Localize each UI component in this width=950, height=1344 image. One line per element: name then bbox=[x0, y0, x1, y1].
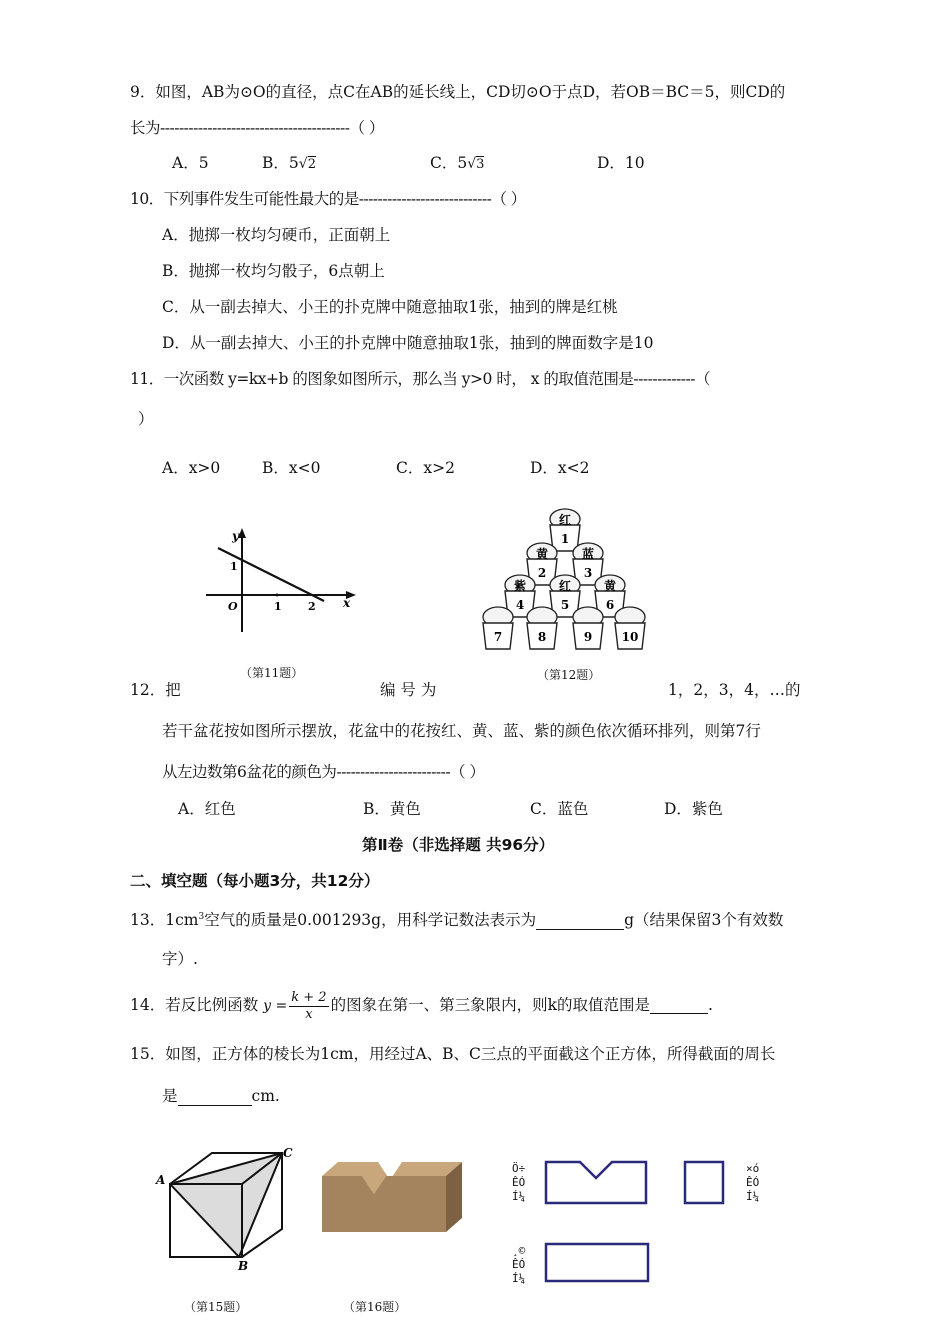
q9-option-b-text: B．5 bbox=[262, 154, 299, 172]
q14-denominator: x bbox=[305, 1006, 313, 1022]
label-b: B bbox=[238, 1259, 249, 1273]
q12-option-d: D．紫色 bbox=[664, 800, 723, 818]
q14-end: . bbox=[707, 996, 713, 1014]
q10-option-a: A．抛掷一枚均匀硬币，正面朝上 bbox=[162, 226, 391, 244]
q10-stem: 10．下列事件发生可能性最大的是----------------------------（ ） bbox=[130, 190, 526, 208]
q11-option-d: D．x<2 bbox=[530, 459, 590, 477]
pot-number: 8 bbox=[537, 630, 547, 644]
pot-group bbox=[483, 509, 645, 649]
q15-answer-blank[interactable] bbox=[178, 1089, 252, 1106]
q9-option-c-radicand: 3 bbox=[476, 157, 485, 172]
q10-option-c: C．从一副去掉大、小王的扑克牌中随意抽取1张，抽到的牌是红桃 bbox=[162, 298, 618, 316]
section-2-title: 第Ⅱ卷（非选择题 共96分） bbox=[362, 836, 555, 854]
q11-stem-close: ） bbox=[138, 410, 154, 428]
q14-numerator: k + 2 bbox=[291, 989, 327, 1005]
q16-caption: （第16题） bbox=[343, 1300, 407, 1314]
q12-option-a: A．红色 bbox=[178, 800, 236, 818]
q14-pre: 14．若反比例函数 bbox=[130, 996, 259, 1014]
flower-color-label: 红 bbox=[558, 513, 572, 527]
flower-pot bbox=[527, 607, 557, 649]
q15-cube-figure bbox=[150, 1142, 300, 1272]
pot-number: 2 bbox=[537, 566, 547, 580]
q9-option-c-text: C．5 bbox=[430, 154, 468, 172]
y-tick-1: 1 bbox=[230, 560, 238, 573]
pot-number: 9 bbox=[583, 630, 593, 644]
q15-post: cm. bbox=[251, 1087, 280, 1105]
q12-stem-line3: 从左边数第6盆花的颜色为------------------------（ ） bbox=[162, 763, 485, 781]
q15-stem: 15．如图，正方体的棱长为1cm，用经过A、B、C三点的平面截这个正方体，所得截面的周长 bbox=[130, 1045, 776, 1063]
part-2-title: 二、填空题（每小题3分，共12分） bbox=[130, 872, 380, 890]
q15-caption: （第15题） bbox=[184, 1300, 248, 1314]
flower-pot bbox=[483, 607, 513, 649]
q13-mid: 空气的质量是0.001293g，用科学记数法表示为 bbox=[204, 911, 537, 930]
q16-left-view bbox=[683, 1160, 725, 1206]
q12-option-c: C．蓝色 bbox=[530, 800, 589, 818]
front-view-outline bbox=[546, 1162, 646, 1203]
pot-number: 3 bbox=[583, 566, 593, 580]
q9-option-d: D．10 bbox=[597, 154, 645, 172]
flower-pot bbox=[573, 607, 603, 649]
q13-stem-line2: 字）. bbox=[162, 950, 198, 968]
q11-linear-graph bbox=[200, 522, 370, 642]
tick-point-1 bbox=[276, 594, 279, 597]
flower-color-label: 黄 bbox=[535, 547, 549, 561]
flower-pot bbox=[615, 607, 645, 649]
q9-stem: 9．如图，AB为⊙O的直径，点C在AB的延长线上，CD切⊙O于点D，若OB＝BC＝5，则CD的 bbox=[130, 83, 786, 101]
q11-option-b: B．x<0 bbox=[262, 459, 321, 477]
y-axis-arrow-icon bbox=[238, 528, 246, 538]
flower-color-label: 蓝 bbox=[581, 547, 595, 561]
q9-option-c bbox=[430, 153, 484, 175]
x-axis-label: x bbox=[343, 596, 351, 610]
flower-pot bbox=[550, 509, 580, 551]
x-tick-1: 1 bbox=[274, 600, 282, 613]
flower-color-label: 紫 bbox=[513, 579, 527, 593]
q10-option-d: D．从一副去掉大、小王的扑克牌中随意抽取1张，抽到的牌面数字是10 bbox=[162, 334, 654, 352]
q9-option-b-radicand: 2 bbox=[307, 157, 316, 172]
function-line bbox=[218, 548, 324, 601]
q12-stem-c: 1，2，3，4，…的 bbox=[668, 681, 801, 699]
q13-sup: 3 bbox=[198, 912, 205, 922]
top-view-outline bbox=[546, 1244, 648, 1281]
pot-number: 6 bbox=[605, 598, 615, 612]
q14-post: 的图象在第一、第三象限内，则k的取值范围是 bbox=[330, 996, 650, 1014]
q9-stem-line2: 长为----------------------------------------（ ） bbox=[130, 119, 384, 137]
q11-stem: 11．一次函数 y=kx+b 的图象如图所示，那么当 y>0 时， x 的取值范围是-------------（ bbox=[130, 370, 711, 388]
q14-y: y = bbox=[263, 998, 288, 1014]
q13-post: g（结果保留3个有效数 bbox=[624, 911, 784, 930]
left-view-outline bbox=[685, 1162, 723, 1203]
q16-front-view bbox=[544, 1160, 650, 1206]
q11-caption: （第11题） bbox=[240, 666, 304, 680]
pot-number: 7 bbox=[493, 630, 503, 644]
pot-number: 4 bbox=[515, 598, 525, 612]
q12-stem-line2: 若干盆花按如图所示摆放，花盆中的花按红、黄、蓝、紫的颜色依次循环排列，则第7行 bbox=[162, 722, 761, 740]
label-a: A bbox=[156, 1173, 166, 1187]
q16-left-view-label: ×ó ÊÓ Í¼ bbox=[746, 1162, 760, 1203]
q13-answer-blank[interactable] bbox=[536, 913, 624, 930]
flower-color-label: 黄 bbox=[603, 579, 617, 593]
x-tick-2: 2 bbox=[308, 600, 316, 613]
q13-stem bbox=[130, 907, 783, 930]
sqrt-icon: √ bbox=[467, 156, 477, 172]
q12-stem-a: 12．把 bbox=[130, 681, 181, 699]
q12-stem-b: 编 号 为 bbox=[380, 681, 437, 699]
q16-top-view-label: ¸© ÊÓ Í¼ bbox=[512, 1244, 526, 1285]
q16-solid-figure bbox=[318, 1158, 468, 1238]
pot-number: 5 bbox=[560, 598, 570, 612]
flower-color-label: 红 bbox=[558, 579, 572, 593]
pot-number: 10 bbox=[621, 630, 639, 644]
q14-fraction bbox=[289, 990, 328, 1023]
pot-number: 1 bbox=[560, 532, 570, 546]
q16-front-view-label: Ö÷ ÊÓ Í¼ bbox=[512, 1162, 526, 1203]
origin-label: O bbox=[228, 600, 238, 613]
q15-pre: 是 bbox=[162, 1087, 178, 1105]
label-c: C bbox=[283, 1146, 293, 1160]
q12-caption: （第12题） bbox=[537, 668, 601, 682]
q9-option-b bbox=[262, 153, 316, 175]
q12-flower-pots-figure bbox=[480, 505, 650, 660]
solid-front-face bbox=[322, 1176, 446, 1232]
q14-stem bbox=[130, 982, 713, 1028]
q9-option-a: A．5 bbox=[172, 154, 209, 172]
q13-pre: 13．1cm bbox=[130, 911, 199, 930]
q12-option-b: B．黄色 bbox=[363, 800, 421, 818]
q14-answer-blank[interactable] bbox=[650, 999, 708, 1014]
sqrt-icon: √ bbox=[298, 156, 308, 172]
q10-option-b: B．抛掷一枚均匀骰子，6点朝上 bbox=[162, 262, 385, 280]
q11-option-c: C．x>2 bbox=[396, 459, 455, 477]
q16-top-view bbox=[544, 1242, 650, 1284]
q15-stem-line2 bbox=[162, 1086, 280, 1106]
y-axis-label: y bbox=[232, 529, 239, 543]
q11-option-a: A．x>0 bbox=[162, 459, 221, 477]
